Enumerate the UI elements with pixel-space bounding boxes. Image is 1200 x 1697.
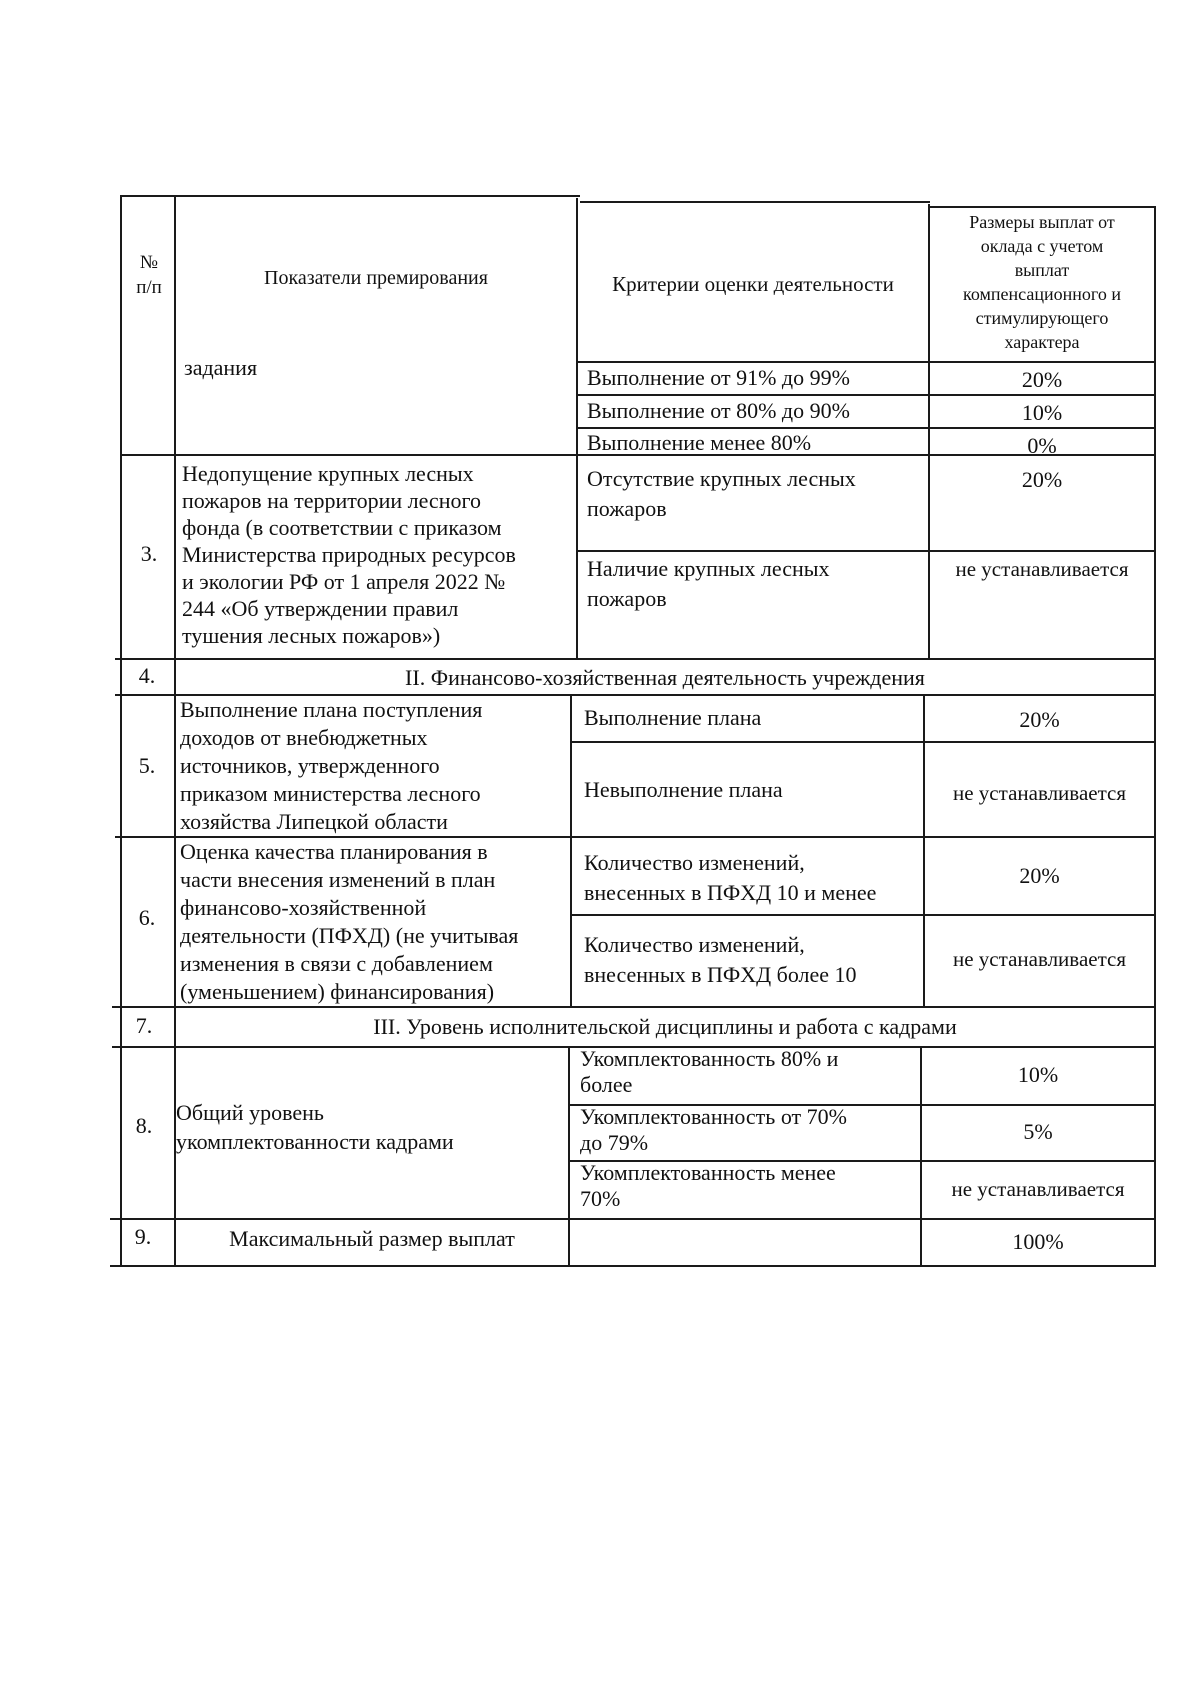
row8-criteria-3: Укомплектованность менее 70% — [580, 1160, 836, 1211]
row8-indicator: Общий уровень укомплектованности кадрами — [176, 1100, 454, 1154]
row8-criteria-1: Укомплектованность 80% и более — [580, 1046, 839, 1097]
row-cont-criteria-2: Выполнение от 80% до 90% — [587, 398, 850, 423]
header-payment: Размеры выплат от оклада с учетом выплат компенсационного и стимулирующего характера — [963, 212, 1121, 352]
row-cont-payment-3: 0% — [1027, 433, 1057, 458]
row4-section-title: II. Финансово-хозяйственная деятельность учреждения — [405, 665, 925, 690]
row5-criteria-2: Невыполнение плана — [584, 777, 783, 802]
row8-payment-1: 10% — [1017, 1062, 1059, 1087]
row9-indicator: Максимальный размер выплат — [229, 1226, 515, 1251]
row3-criteria-1: Отсутствие крупных лесных пожаров — [587, 466, 856, 521]
row-cont-indicator: задания — [184, 355, 258, 380]
row6-num: 6. — [138, 905, 156, 930]
header-num-cell: № п/п — [136, 252, 162, 298]
row6-criteria-2: Количество изменений, внесенных в ПФХД более 10 — [584, 932, 857, 987]
row8-num: 8. — [135, 1113, 153, 1138]
row6-payment-2: не устанавливается — [953, 947, 1126, 971]
row6-payment-1: 20% — [1019, 863, 1060, 888]
row6-indicator: Оценка качества планирования в части внесения изменений в план финансово-хозяйственной деятельности (ПФХД) (не учитывая изменения в связи с добавлением (уменьшением) финансирования) — [180, 839, 519, 1004]
row-cont-payment-2: 10% — [1021, 400, 1063, 425]
row-cont-criteria-3: Выполнение менее 80% — [587, 430, 812, 455]
row5-payment-2: не устанавливается — [953, 781, 1126, 805]
row7-section-title: III. Уровень исполнительской дисциплины и работа с кадрами — [373, 1014, 957, 1039]
row-cont-payment-1: 20% — [1021, 367, 1063, 392]
row9-payment: 100% — [1012, 1229, 1064, 1254]
header-indicator: Показатели премирования — [264, 267, 488, 289]
header-criteria: Критерии оценки деятельности — [612, 272, 894, 296]
row5-payment-1: 20% — [1019, 707, 1060, 732]
row3-indicator: Недопущение крупных лесных пожаров на территории лесного фонда (в соответствии с приказом Министерства природных ресурсов и экологии РФ от 1 апреля 2022 № 244 «Об утверждении правил тушения лесных пожаров») — [182, 461, 516, 648]
row5-num: 5. — [138, 753, 156, 778]
row8-payment-3: не устанавливается — [951, 1177, 1125, 1201]
row3-payment-1: 20% — [1021, 467, 1063, 492]
row3-criteria-2: Наличие крупных лесных пожаров — [587, 556, 830, 611]
row3-num: 3. — [140, 541, 158, 566]
row9-num: 9. — [134, 1224, 152, 1249]
row8-payment-2: 5% — [1023, 1119, 1053, 1144]
row-cont-criteria-1: Выполнение от 91% до 99% — [587, 365, 850, 390]
row7-num: 7. — [135, 1013, 153, 1038]
row5-indicator: Выполнение плана поступления доходов от внебюджетных источников, утвержденного приказом министерства лесного хозяйства Липецкой области — [180, 697, 483, 834]
row5-criteria-1: Выполнение плана — [584, 705, 762, 730]
row6-criteria-1: Количество изменений, внесенных в ПФХД 10 и менее — [584, 850, 877, 905]
row8-criteria-2: Укомплектованность от 70% до 79% — [580, 1104, 847, 1155]
row4-num: 4. — [138, 663, 156, 688]
row3-payment-2: не устанавливается — [955, 557, 1129, 581]
